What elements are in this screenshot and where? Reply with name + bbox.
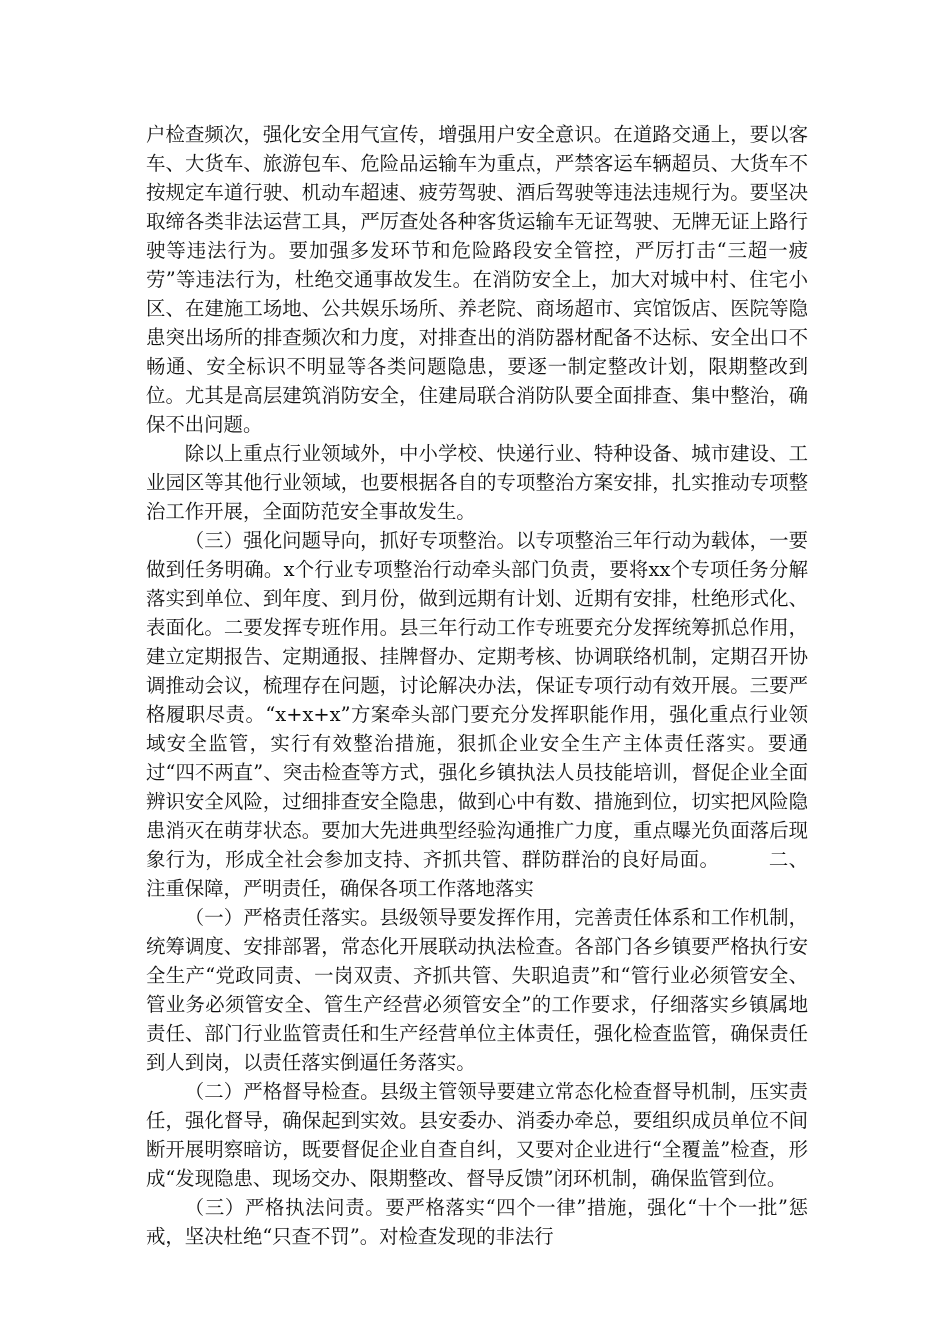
paragraph-2: 除以上重点行业领域外，中小学校、快递行业、特种设备、城市建设、工业园区等其他行业领域，也要根据各自的专项整治方案安排，扎实推动专项整治工作开展，全面防范安全事故发生。 — [146, 442, 808, 523]
paragraph-3-body: （三）强化问题导向，抓好专项整治。以专项整治三年行动为载体，一要做到任务明确。x个行业专项整治行动牵头部门负责，要将xx个专项任务分解落实到单位、到年度、到月份，做到远期有计划、近期有安排，杜绝形式化、表面化。二要发挥专班作用。县三年行动工作专班要充分发挥统筹抓总作用，建立定期报告、定期通报、挂牌督办、定期考核、协调联络机制，定期召开协调推动会议，梳理存在问题，讨论解决办法，保证专项行动有效开展。三要严格履职尽责。“x+x+x”方案牵头部门要充分发挥职能作用，强化重点行业领域安全监管，实行有效整治措施，狠抓企业安全生产主体责任落实。要通过“四不两直”、突击检查等方式，强化乡镇执法人员技能培训，督促企业全面辨识安全风险，过细排查安全隐患，做到心中有数、措施到位，切实把风险隐患消灭在萌芽状态。要加大先进典型经验沟通推广力度，重点曝光负面落后现象行为，形成全社会参加支持、齐抓共管、群防群治的良好局面。 — [146, 529, 808, 871]
section-heading-2: 二、注重保障，严明责任，确保各项工作落地落实 — [146, 848, 808, 900]
paragraph-1: 户检查频次，强化安全用气宣传，增强用户安全意识。在道路交通上，要以客车、大货车、旅游包车、危险品运输车为重点，严禁客运车辆超员、大货车不按规定车道行驶、机动车超速、疲劳驾驶、酒后驾驶等违法违规行为。要坚决取缔各类非法运营工具，严厉查处各种客货运输车无证驾驶、无牌无证上路行驶等违法行为。要加强多发环节和危险路段安全管控，严厉打击“三超一疲劳”等违法行为，杜绝交通事故发生。在消防安全上，加大对城中村、住宅小区、在建施工场地、公共娱乐场所、养老院、商场超市、宾馆饭店、医院等隐患突出场所的排查频次和力度，对排查出的消防器材配备不达标、安全出口不畅通、安全标识不明显等各类问题隐患，要逐一制定整改计划，限期整改到位。尤其是高层建筑消防安全，住建局联合消防队要全面排查、集中整治，确保不出问题。 — [146, 123, 808, 436]
paragraph-6: （三）严格执法问责。要严格落实“四个一律”措施，强化“十个一批”惩戒，坚决杜绝“只查不罚”。对检查发现的非法行 — [146, 1196, 808, 1248]
paragraph-3 — [146, 526, 808, 903]
paragraph-4: （一）严格责任落实。县级领导要发挥作用，完善责任体系和工作机制，统筹调度、安排部署，常态化开展联动执法检查。各部门各乡镇要严格执行安全生产“党政同责、一岗双责、齐抓共管、失职追责”和“管行业必须管安全、管业务必须管安全、管生产经营必须管安全”的工作要求，仔细落实乡镇属地责任、部门行业监管责任和生产经营单位主体责任，强化检查监管，确保责任到人到岗，以责任落实倒逼任务落实。 — [146, 906, 808, 1074]
document-body — [146, 120, 808, 1251]
paragraph-5: （二）严格督导检查。县级主管领导要建立常态化检查督导机制，压实责任，强化督导，确保起到实效。县安委办、消委办牵总，要组织成员单位不间断开展明察暗访，既要督促企业自查自纠，又要对企业进行“全覆盖”检查，形成“发现隐患、现场交办、限期整改、督导反馈”闭环机制，确保监管到位。 — [146, 1080, 808, 1190]
